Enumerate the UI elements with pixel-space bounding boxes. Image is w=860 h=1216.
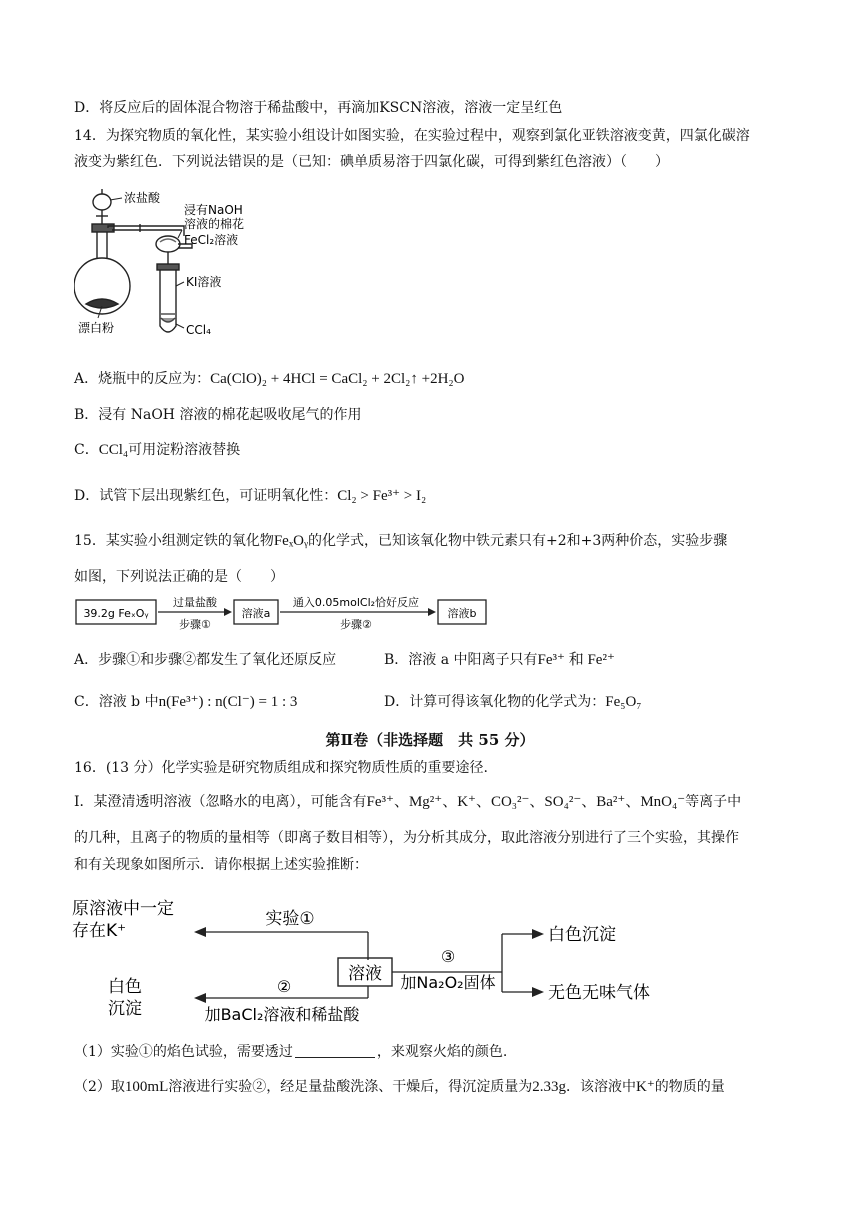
- q14-apparatus-diagram: [74, 186, 274, 346]
- q16-stem: 16．(13 分）化学实验是研究物质组成和探究物质性质的重要途径.: [74, 760, 488, 776]
- q14-option-a: [74, 369, 464, 389]
- q15-formula: FeₓOᵧ: [273, 533, 308, 549]
- flow-arrow2-top: 通入0.05molCl₂恰好反应: [292, 596, 420, 609]
- q16-sub2-text-a: （2）取: [74, 1079, 125, 1095]
- q14-stem-line2: 液变为紫红色．下列说法错误的是（已知：碘单质易溶于四氯化碳，可得到紫红色溶液）（ ）: [74, 154, 669, 170]
- flow-box-2-text: 溶液a: [241, 607, 271, 620]
- q14-option-d: [74, 486, 426, 506]
- q16-sub2-text-c: ．该溶液中: [566, 1079, 637, 1095]
- q15-option-b-label: B．溶液 a 中阳离子只有: [384, 652, 538, 668]
- diagram-exp3: ③: [440, 947, 456, 966]
- diagram-left-top-1: 原溶液中一定: [72, 899, 174, 919]
- diagram-exp2: ②: [276, 977, 292, 996]
- label-cotton-2: 溶液的棉花: [184, 217, 245, 231]
- q14-option-b: B．浸有 NaOH 溶液的棉花起吸收尾气的作用: [74, 407, 362, 423]
- option-a-label: A．烧瓶中的反应为：: [74, 371, 211, 387]
- diagram-left-top-2: 存在K⁺: [72, 921, 127, 941]
- option-c-label: C．: [74, 442, 99, 458]
- q15-stem-b: 的化学式，已知该氧化物中铁元素只有+2和+3两种价态，实验步骤: [308, 533, 728, 549]
- diagram-center-text: 溶液: [348, 964, 382, 984]
- diagram-right-top: 白色沉淀: [548, 925, 616, 945]
- q16-experiment-diagram: [70, 890, 690, 1030]
- q15-option-c: [74, 692, 297, 712]
- q14-stem-line1: 14．为探究物质的氧化性，某实验小组设计如图实验，在实验过程中，观察到氯化亚铁溶液变黄，四氯化碳溶: [74, 128, 750, 144]
- q15-option-b: [384, 650, 615, 670]
- flow-arrow1-bottom: 步骤①: [179, 618, 211, 631]
- q15-option-d-formula: Fe₅O₇: [605, 694, 642, 710]
- option-c-text: 可用淀粉溶液替换: [128, 442, 241, 458]
- q16-sub1: [74, 1042, 507, 1062]
- diagram-right-bottom: 无色无味气体: [548, 983, 650, 1003]
- label-hcl: 浓盐酸: [124, 191, 161, 205]
- option-a-equation: Ca(ClO)₂ + 4HCl = CaCl₂ + 2Cl₂↑ +2H₂O: [210, 371, 465, 387]
- option-d-label: D．试管下层出现紫红色，可证明氧化性：: [74, 488, 338, 504]
- label-ki: KI溶液: [186, 275, 222, 289]
- q16-sub2-ion: K⁺: [636, 1079, 655, 1095]
- q15-stem-line1: [74, 531, 727, 551]
- q16-sub1-text-b: ，来观察火焰的颜色.: [376, 1044, 508, 1060]
- separatory-funnel: [93, 189, 111, 224]
- diagram-reagent3: 加Na₂O₂固体: [400, 973, 496, 992]
- round-bottom-flask: [74, 232, 130, 314]
- label-bleach: 漂白粉: [78, 321, 115, 335]
- label-fecl2: FeCl₂溶液: [184, 233, 239, 247]
- option-d-equation: Cl₂ > Fe³⁺ > I₂: [337, 488, 427, 504]
- q16-ion-list: Fe³⁺、Mg²⁺、K⁺、CO₃²⁻、SO₄²⁻、Ba²⁺、MnO₄⁻: [366, 794, 686, 810]
- q16-part1-line2: 的几种，且离子的物质的量相等（即离子数目相等），为分析其成分，取此溶液分别进行了三个实验，其操作: [74, 830, 739, 846]
- flow-arrow1-top: 过量盐酸: [173, 596, 217, 609]
- q16-sub2-text-b: 溶液进行实验②，经足量盐酸洗涤、干燥后，得沉淀质量为: [168, 1079, 533, 1095]
- q15-stem-a: 15．某实验小组测定铁的氧化物: [74, 533, 274, 549]
- label-cotton-1: 浸有NaOH: [184, 203, 243, 217]
- q15-option-c-eq: n(Fe³⁺) : n(Cl⁻) = 1 : 3: [158, 694, 298, 710]
- q15-option-d-label: D．计算可得该氧化物的化学式为：: [384, 694, 606, 710]
- q15-option-b-ions: Fe³⁺ 和 Fe²⁺: [537, 652, 615, 668]
- q16-part1-prefix: Ⅰ．某澄清透明溶液（忽略水的电离），可能含有: [74, 794, 367, 810]
- test-tube: [157, 264, 179, 332]
- q16-sub2-mass: 2.33g: [532, 1079, 567, 1095]
- diagram-left-bottom-2: 沉淀: [108, 999, 142, 1019]
- q16-sub1-text-a: （1）实验①的焰色试验，需要透过: [74, 1044, 293, 1060]
- label-ccl4: CCl₄: [186, 323, 211, 337]
- diagram-left-bottom-1: 白色: [108, 977, 142, 997]
- section-title: 第Ⅱ卷（非选择题 共 55 分）: [325, 731, 535, 749]
- q16-sub2-volume: 100mL: [124, 1079, 169, 1095]
- flow-box-1-text: 39.2g FeₓOᵧ: [83, 607, 149, 620]
- diagram-exp1: 实验①: [265, 909, 315, 929]
- q16-sub2-text-d: 的物质的量: [654, 1079, 725, 1095]
- q16-sub2: [74, 1077, 725, 1097]
- flow-box-3-text: 溶液b: [447, 607, 477, 620]
- connecting-tube: [92, 224, 184, 236]
- q13-option-d: D．将反应后的固体混合物溶于稀盐酸中，再滴加KSCN溶液，溶液一定呈红色: [74, 100, 563, 116]
- option-c-formula: CCl₄: [98, 442, 129, 458]
- diagram-reagent2: 加BaCl₂溶液和稀盐酸: [204, 1005, 360, 1024]
- q15-option-c-label: C．溶液 b 中: [74, 694, 159, 710]
- q16-part1-suffix: 等离子中: [685, 794, 742, 810]
- flow-arrow2-bottom: 步骤②: [340, 618, 372, 631]
- answer-blank[interactable]: [295, 1043, 375, 1058]
- q16-part1-line1: [74, 792, 741, 812]
- q15-option-d: [384, 692, 642, 712]
- q15-flow-diagram: [74, 592, 494, 632]
- q16-part1-line3: 和有关现象如图所示．请你根据上述实验推断：: [74, 857, 368, 873]
- q14-option-c: [74, 440, 240, 460]
- q15-option-a: A．步骤①和步骤②都发生了氧化还原反应: [74, 652, 337, 668]
- q15-stem-line2: 如图，下列说法正确的是（ ）: [74, 569, 284, 585]
